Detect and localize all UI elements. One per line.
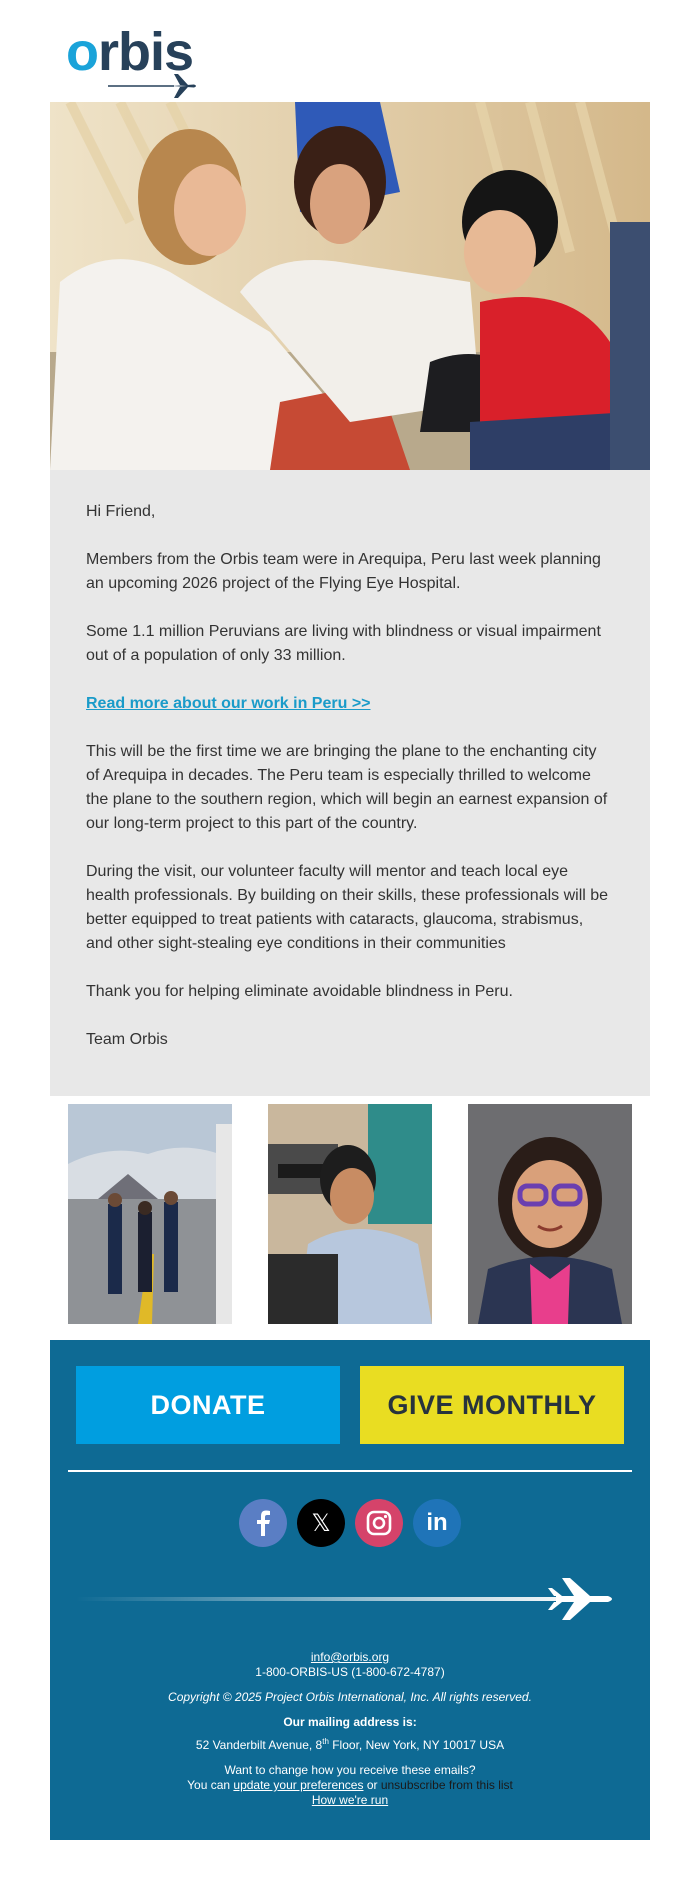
donate-button[interactable]: DONATE xyxy=(76,1366,340,1444)
facebook-icon[interactable] xyxy=(239,1499,287,1547)
photo-row xyxy=(50,1096,650,1340)
x-icon[interactable] xyxy=(297,1499,345,1547)
email-header xyxy=(0,0,700,102)
footer xyxy=(50,1340,650,1840)
logo-wordmark-rest: rbis xyxy=(98,22,194,82)
address-superscript: th xyxy=(322,1737,329,1746)
address-part-1: 52 Vanderbilt Avenue, 8 xyxy=(195,1738,323,1752)
contact-block xyxy=(50,1650,650,1808)
mailing-address-label: Our mailing address is: xyxy=(283,1715,417,1729)
read-more-link[interactable]: Read more about our work in Peru >> xyxy=(86,695,371,712)
photo-doctor-microscope xyxy=(268,1104,432,1324)
email-link[interactable]: info@orbis.org xyxy=(310,1650,390,1664)
read-more-row xyxy=(86,692,614,716)
unsubscribe-link[interactable]: unsubscribe from this list xyxy=(380,1778,513,1792)
signoff: Team Orbis xyxy=(86,1031,168,1048)
linkedin-glyph: in xyxy=(426,1509,448,1536)
phone-number: 1-800-ORBIS-US (1-800-672-4787) xyxy=(255,1665,445,1679)
update-preferences-link[interactable]: update your preferences xyxy=(233,1778,364,1792)
orbis-logo[interactable] xyxy=(66,20,196,96)
airplane-trail-icon xyxy=(76,1578,616,1620)
paragraph-thanks: Thank you for helping eliminate avoidable blindness in Peru. xyxy=(86,983,513,1000)
preferences-row xyxy=(50,1778,650,1793)
letter-body xyxy=(50,470,650,1096)
photo-girl-glasses xyxy=(468,1104,632,1324)
x-glyph: 𝕏 xyxy=(311,1509,331,1537)
or-text: or xyxy=(363,1778,381,1792)
mailing-address xyxy=(50,1734,650,1753)
address-part-2: Floor, New York, NY 10017 USA xyxy=(328,1738,505,1752)
hero-image xyxy=(50,102,650,470)
copyright-text: Copyright © 2025 Project Orbis International, Inc. All rights reserved. xyxy=(168,1690,532,1704)
linkedin-icon[interactable] xyxy=(413,1499,461,1547)
photo-team-airfield xyxy=(68,1104,232,1324)
give-monthly-button[interactable]: GIVE MONTHLY xyxy=(360,1366,624,1444)
paragraph-planning: Members from the Orbis team were in Arequipa, Peru last week planning an upcoming 2026 project of the Flying Eye Hospital. xyxy=(86,551,601,592)
how-we-run-link[interactable]: How we're run xyxy=(311,1793,389,1807)
plane-icon xyxy=(108,72,198,98)
greeting: Hi Friend, xyxy=(86,503,156,520)
hero-photo xyxy=(50,102,650,470)
paragraph-arequipa: This will be the first time we are bringing the plane to the enchanting city of Arequipa in decades. The Peru team is especially thrilled to welcome the plane to the southern region, which will begin an earnest expansion of our long-term project to this part of the country. xyxy=(86,743,608,832)
change-preferences-question: Want to change how you receive these emails? xyxy=(224,1763,476,1777)
instagram-icon[interactable] xyxy=(355,1499,403,1547)
you-can-text: You can xyxy=(187,1778,234,1792)
footer-divider xyxy=(68,1470,632,1472)
paragraph-statistics: Some 1.1 million Peruvians are living with blindness or visual impairment out of a population of only 33 million. xyxy=(86,623,601,664)
paragraph-volunteers: During the visit, our volunteer faculty will mentor and teach local eye health professionals. By building on their skills, these professionals will be better equipped to treat patients with cataracts, glaucoma, strabismus, and other sight-stealing eye conditions in their communities xyxy=(86,863,609,952)
logo-wordmark: orbis xyxy=(66,22,194,82)
